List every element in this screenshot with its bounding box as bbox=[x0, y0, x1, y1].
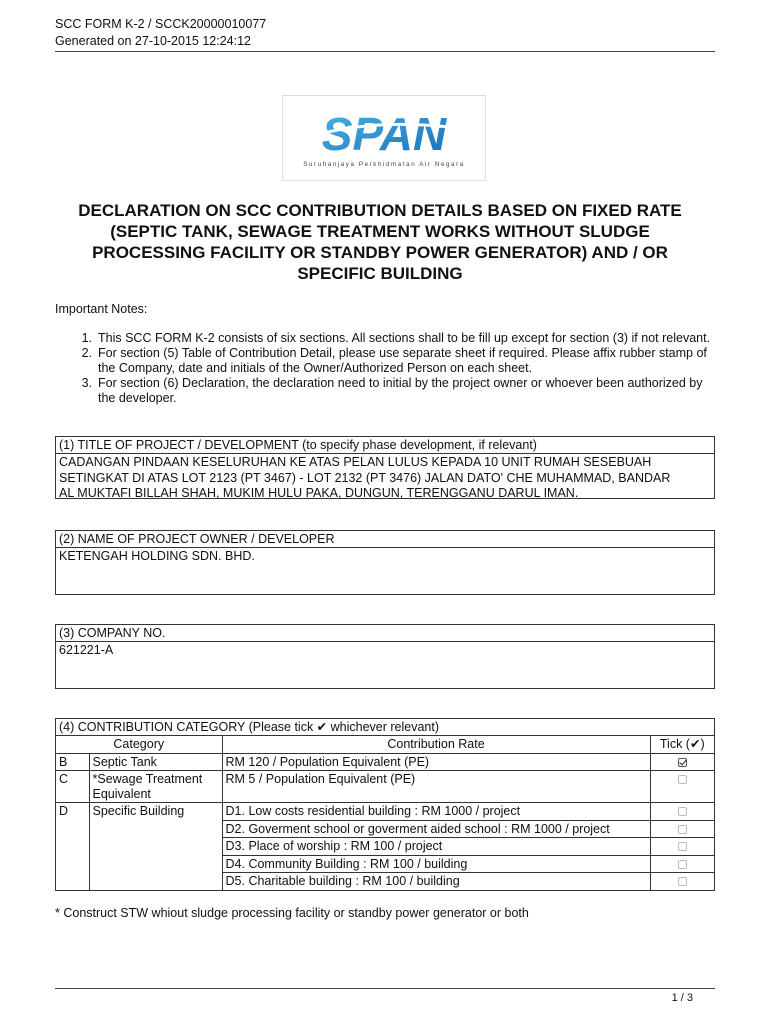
contribution-rate: D1. Low costs residential building : RM 1000 / project bbox=[222, 803, 650, 821]
header-divider bbox=[55, 51, 715, 52]
contribution-rate: D4. Community Building : RM 100 / building bbox=[222, 855, 650, 873]
checkbox[interactable] bbox=[678, 860, 687, 869]
page-header bbox=[55, 16, 266, 50]
document-title bbox=[55, 200, 705, 284]
tick-cell bbox=[650, 771, 714, 803]
category-name-line: Equivalent bbox=[92, 786, 151, 801]
contribution-rate: RM 120 / Population Equivalent (PE) bbox=[222, 753, 650, 771]
category-table bbox=[56, 736, 714, 890]
checkbox[interactable] bbox=[678, 775, 687, 784]
contribution-rate: D3. Place of worship : RM 100 / project bbox=[222, 838, 650, 856]
table-row bbox=[56, 803, 714, 821]
table-row bbox=[56, 771, 714, 803]
table-row bbox=[56, 838, 714, 856]
note-item: 2. For section (5) Table of Contribution Detail, please use separate sheet if required. Please affix rubber stamp of the Company, date and initials of the Owner/Authorized Person on each sheet. bbox=[81, 346, 707, 375]
project-title-line: SETINGKAT DI ATAS LOT 2123 (PT 3467) - LOT 2132 (PT 3476) JALAN DATO' CHE MUHAMMAD, BANDAR bbox=[59, 470, 671, 485]
section-heading: (4) CONTRIBUTION CATEGORY (Please tick ✔ whichever relevant) bbox=[56, 719, 714, 736]
category-name bbox=[89, 771, 222, 803]
tick-cell bbox=[650, 803, 714, 821]
title-line: SPECIFIC BUILDING bbox=[297, 264, 463, 283]
logo-wordmark: SPAN bbox=[321, 108, 447, 160]
span-logo-graphic bbox=[283, 96, 485, 180]
notes-list bbox=[70, 331, 715, 406]
checkbox-checked[interactable] bbox=[678, 758, 687, 767]
empty-cell bbox=[89, 855, 222, 873]
checkbox[interactable] bbox=[678, 877, 687, 886]
span-logo bbox=[282, 95, 486, 181]
section-company-no bbox=[55, 624, 715, 689]
checkbox[interactable] bbox=[678, 807, 687, 816]
tick-cell bbox=[650, 753, 714, 771]
table-header-row bbox=[56, 736, 714, 753]
empty-cell bbox=[56, 873, 89, 890]
tick-cell bbox=[650, 873, 714, 890]
title-line: PROCESSING FACILITY OR STANDBY POWER GENERATOR) AND / OR bbox=[92, 243, 668, 262]
col-rate: Contribution Rate bbox=[222, 736, 650, 753]
table-row bbox=[56, 753, 714, 771]
note-item: 3. For section (6) Declaration, the declaration need to initial by the project owner or whoever been authorized by the developer. bbox=[81, 376, 703, 405]
category-code: B bbox=[56, 753, 89, 771]
table-row bbox=[56, 855, 714, 873]
project-title-value bbox=[56, 454, 714, 503]
category-code: C bbox=[56, 771, 89, 803]
project-title-line: AL MUKTAFI BILLAH SHAH, MUKIM HULU PAKA, DUNGUN, TERENGGANU DARUL IMAN. bbox=[59, 486, 579, 500]
title-line: (SEPTIC TANK, SEWAGE TREATMENT WORKS WITHOUT SLUDGE bbox=[110, 222, 650, 241]
page-number: 1 / 3 bbox=[671, 992, 693, 1004]
table-row bbox=[56, 820, 714, 838]
empty-cell bbox=[56, 838, 89, 856]
footnote: * Construct STW whiout sludge processing facility or standby power generator or both bbox=[55, 906, 529, 920]
contribution-rate: RM 5 / Population Equivalent (PE) bbox=[222, 771, 650, 803]
category-name: Septic Tank bbox=[89, 753, 222, 771]
section-heading: (1) TITLE OF PROJECT / DEVELOPMENT (to specify phase development, if relevant) bbox=[56, 437, 714, 454]
section-project-title bbox=[55, 436, 715, 499]
company-no-value: 621221-A bbox=[59, 643, 114, 657]
empty-cell bbox=[56, 820, 89, 838]
checkbox[interactable] bbox=[678, 842, 687, 851]
section-heading: (2) NAME OF PROJECT OWNER / DEVELOPER bbox=[56, 531, 714, 548]
category-name-line: *Sewage Treatment bbox=[92, 772, 203, 786]
section-owner bbox=[55, 530, 715, 595]
title-line: DECLARATION ON SCC CONTRIBUTION DETAILS BASED ON FIXED RATE bbox=[78, 201, 682, 220]
logo-tagline: Suruhanjaya Perkhidmatan Air Negara bbox=[303, 161, 465, 168]
owner-value: KETENGAH HOLDING SDN. BHD. bbox=[59, 549, 255, 563]
checkbox[interactable] bbox=[678, 825, 687, 834]
category-name: Specific Building bbox=[89, 803, 222, 821]
form-number: SCC FORM K-2 / SCCK20000010077 bbox=[55, 17, 267, 31]
tick-cell bbox=[650, 838, 714, 856]
category-code: D bbox=[56, 803, 89, 821]
generated-timestamp: Generated on 27-10-2015 12:24:12 bbox=[55, 34, 251, 48]
tick-cell bbox=[650, 820, 714, 838]
empty-cell bbox=[89, 838, 222, 856]
section-heading: (3) COMPANY NO. bbox=[56, 625, 714, 642]
empty-cell bbox=[89, 820, 222, 838]
tick-cell bbox=[650, 855, 714, 873]
contribution-rate: D2. Goverment school or goverment aided school : RM 1000 / project bbox=[222, 820, 650, 838]
col-category: Category bbox=[56, 736, 222, 753]
section-contribution-category bbox=[55, 718, 715, 891]
project-title-line: CADANGAN PINDAAN KESELURUHAN KE ATAS PELAN LULUS KEPADA 10 UNIT RUMAH SESEBUAH bbox=[59, 455, 652, 469]
contribution-rate: D5. Charitable building : RM 100 / building bbox=[222, 873, 650, 890]
col-tick: Tick (✔) bbox=[650, 736, 714, 753]
table-row bbox=[56, 873, 714, 890]
note-item: 1. This SCC FORM K-2 consists of six sections. All sections shall to be fill up except for section (3) if not relevant. bbox=[81, 331, 711, 345]
footer-divider bbox=[55, 988, 715, 989]
empty-cell bbox=[56, 855, 89, 873]
empty-cell bbox=[89, 873, 222, 890]
notes-label: Important Notes: bbox=[55, 302, 148, 316]
